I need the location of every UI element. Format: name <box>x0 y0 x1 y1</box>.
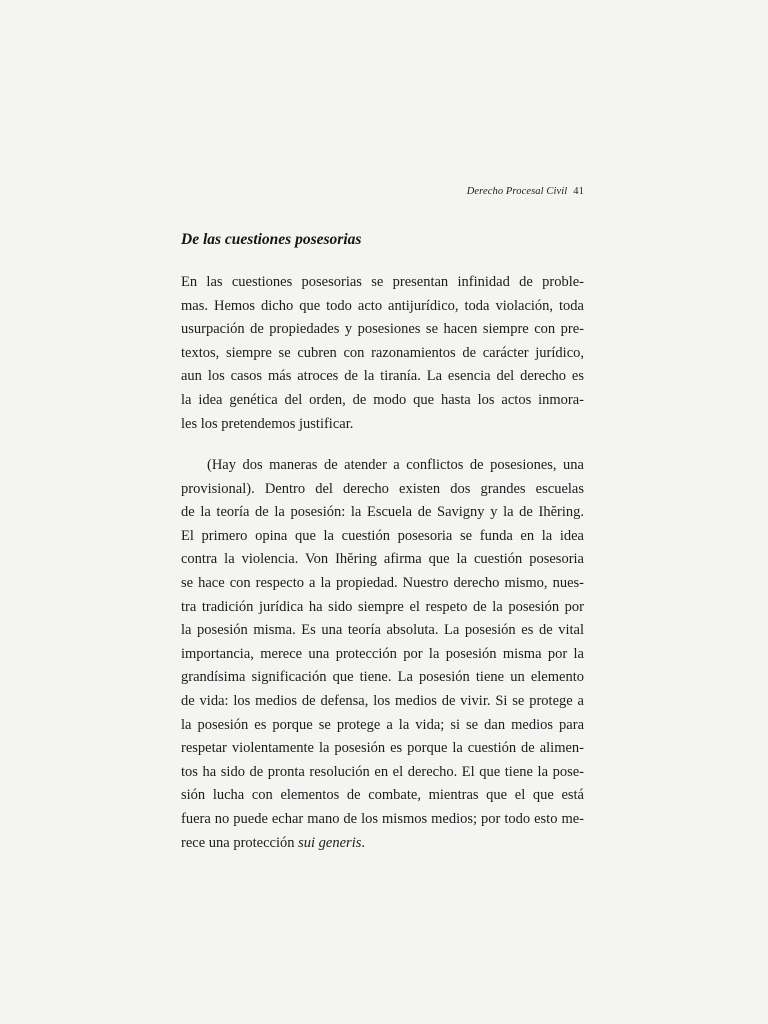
text-line: la posesión es porque se protege a la vida; si se dan medios para <box>181 716 584 733</box>
text-line: mas. Hemos dicho que todo acto antijurídico, toda violación, toda <box>181 297 584 314</box>
section-title: De las cuestiones posesorias <box>181 231 362 248</box>
page-number: 41 <box>573 186 584 197</box>
text-fragment: . <box>361 834 365 851</box>
text-line: importancia, merece una protección por la posesión misma por la <box>181 645 584 662</box>
paragraph-1 <box>181 271 584 436</box>
text-line: En las cuestiones posesorias se presentan infinidad de proble- <box>181 274 584 290</box>
text-line: aun los casos más atroces de la tiranía. La esencia del derecho es <box>181 368 584 385</box>
text-line: la idea genética del orden, de modo que hasta los actos inmora- <box>181 391 584 408</box>
text-line: respetar violentamente la posesión es porque la cuestión de alimen- <box>181 740 584 757</box>
text-line: contra la violencia. Von Ihĕring afirma que la cuestión posesoria <box>181 551 584 568</box>
paragraph-2 <box>181 454 584 855</box>
text-line: se hace con respecto a la propiedad. Nuestro derecho mismo, nues- <box>181 574 584 591</box>
text-line: de vida: los medios de defensa, los medios de vivir. Si se protege a <box>181 692 584 709</box>
text-line: textos, siempre se cubren con razonamientos de carácter jurídico, <box>181 344 584 361</box>
text-line: fuera no puede echar mano de los mismos medios; por todo esto me- <box>181 810 584 827</box>
text-line: provisional). Dentro del derecho existen dos grandes escuelas <box>181 480 584 497</box>
running-header <box>181 186 584 197</box>
italic-term: sui generis <box>298 834 362 851</box>
running-header-title: Derecho Procesal Civil <box>466 186 568 197</box>
text-line: de la teoría de la posesión: la Escuela de Savigny y la de Ihĕring. <box>181 504 584 521</box>
text-line: la posesión misma. Es una teoría absoluta. La posesión es de vital <box>181 622 584 639</box>
text-line: les los pretendemos justificar. <box>181 415 354 432</box>
text-line: grandísima significación que tiene. La posesión tiene un elemento <box>181 669 584 686</box>
text-line: sión lucha con elementos de combate, mientras que el que está <box>181 787 584 804</box>
text-line: (Hay dos maneras de atender a conflictos de posesiones, una <box>207 457 584 473</box>
text-line: tra tradición jurídica ha sido siempre el respeto de la posesión por <box>181 598 584 615</box>
text-line: tos ha sido de pronta resolución en el derecho. El que tiene la pose- <box>181 763 584 780</box>
text-line <box>181 832 584 856</box>
text-line: El primero opina que la cuestión posesoria se funda en la idea <box>181 527 584 544</box>
text-line: usurpación de propiedades y posesiones se hacen siempre con pre- <box>181 321 584 338</box>
text-fragment: rece una protección <box>181 834 299 851</box>
